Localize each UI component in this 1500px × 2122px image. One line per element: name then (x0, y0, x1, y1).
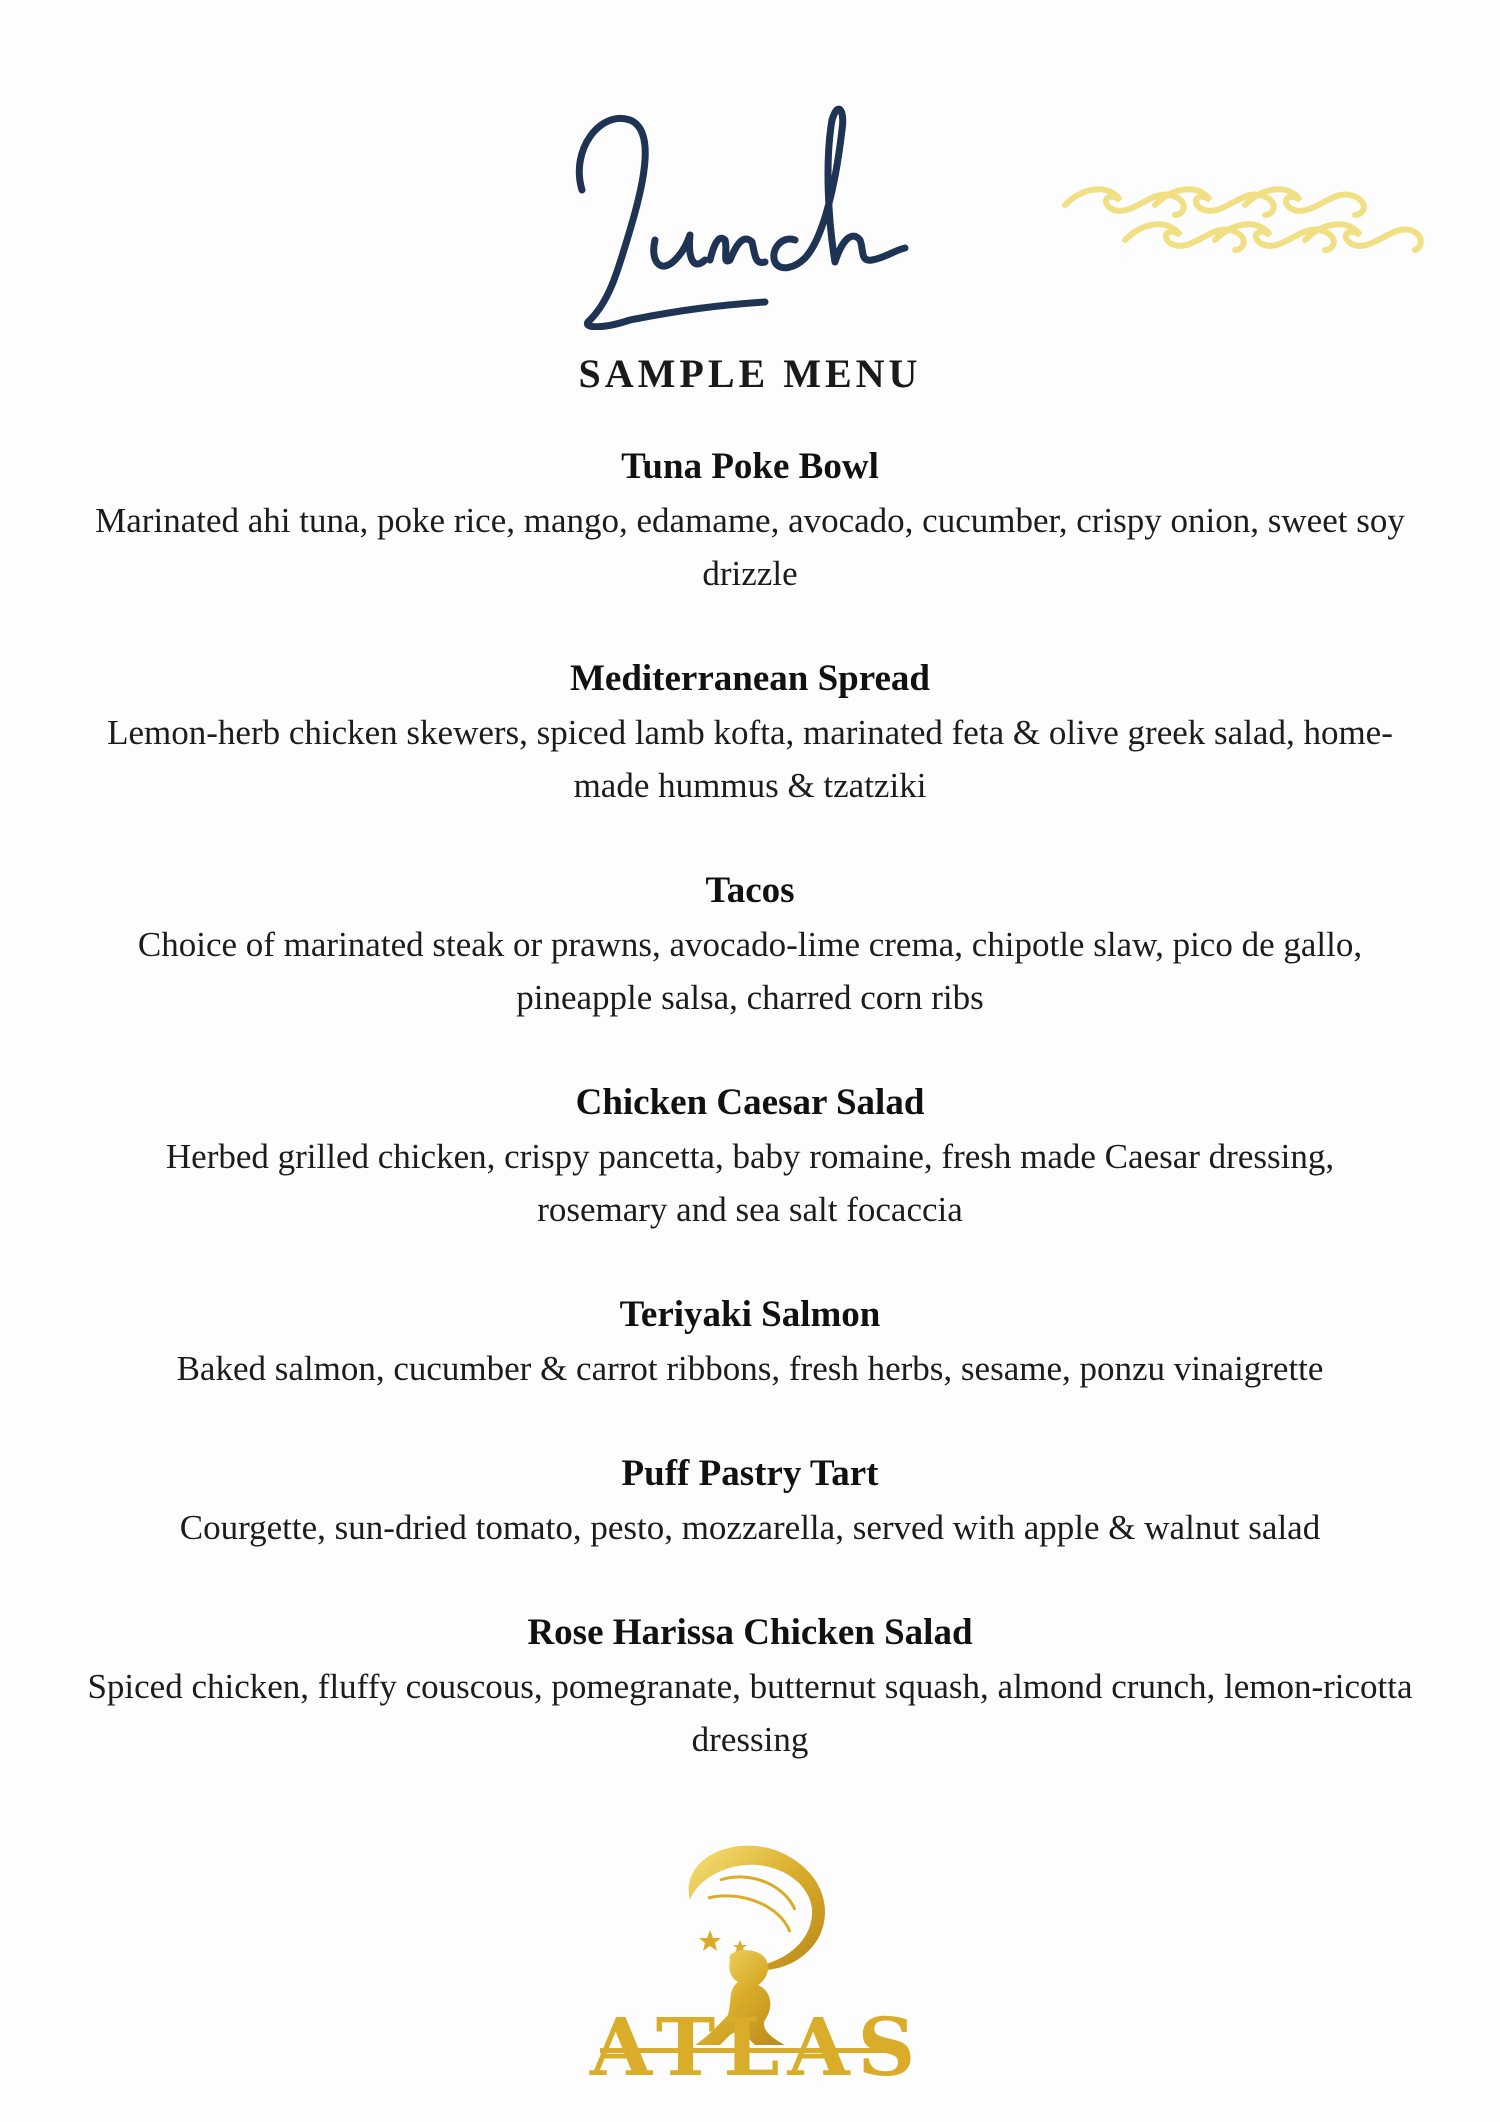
sample-menu-subtitle: SAMPLE MENU (578, 351, 922, 396)
menu-item (60, 864, 1440, 1024)
menu-item-name: Mediterranean Spread (569, 658, 931, 699)
menu-item-description: Lemon-herb chicken skewers, spiced lamb kofta, marinated feta & olive greek salad, home-made hummus & tzatziki (107, 713, 1393, 805)
menu-item (60, 1288, 1440, 1395)
waves-icon (1060, 180, 1430, 270)
menu-item-description: Herbed grilled chicken, crispy pancetta, baby romaine, fresh made Caesar dressing, rosemary and sea salt focaccia (165, 1137, 1335, 1229)
menu-item (60, 1447, 1440, 1554)
menu-item-name: Tacos (705, 870, 795, 911)
menu-item-description: Baked salmon, cucumber & carrot ribbons, fresh herbs, sesame, ponzu vinaigrette (176, 1349, 1324, 1388)
atlas-logo-wordmark: ATLAS (590, 2000, 924, 2094)
menu-header (0, 0, 1500, 420)
menu-item-description: Spiced chicken, fluffy couscous, pomegranate, butternut squash, almond crunch, lemon-ricotta dressing (87, 1667, 1413, 1759)
menu-item (60, 1606, 1440, 1766)
menu-item-name: Chicken Caesar Salad (575, 1082, 925, 1123)
menu-item (60, 652, 1440, 812)
menu-list (60, 440, 1440, 1818)
menu-item-description: Marinated ahi tuna, poke rice, mango, edamame, avocado, cucumber, crispy onion, sweet soy drizzle (95, 501, 1405, 593)
menu-item-name: Tuna Poke Bowl (621, 446, 879, 487)
menu-item-name: Rose Harissa Chicken Salad (527, 1612, 973, 1653)
menu-item (60, 440, 1440, 600)
menu-item-description: Choice of marinated steak or prawns, avocado-lime crema, chipotle slaw, pico de gallo, pineapple salsa, charred corn ribs (137, 925, 1363, 1017)
menu-item-name: Puff Pastry Tart (621, 1453, 879, 1494)
lunch-script-title (560, 90, 940, 330)
menu-item-name: Teriyaki Salmon (619, 1294, 881, 1335)
menu-item (60, 1076, 1440, 1236)
menu-item-description: Courgette, sun-dried tomato, pesto, mozzarella, served with apple & walnut salad (179, 1508, 1321, 1547)
